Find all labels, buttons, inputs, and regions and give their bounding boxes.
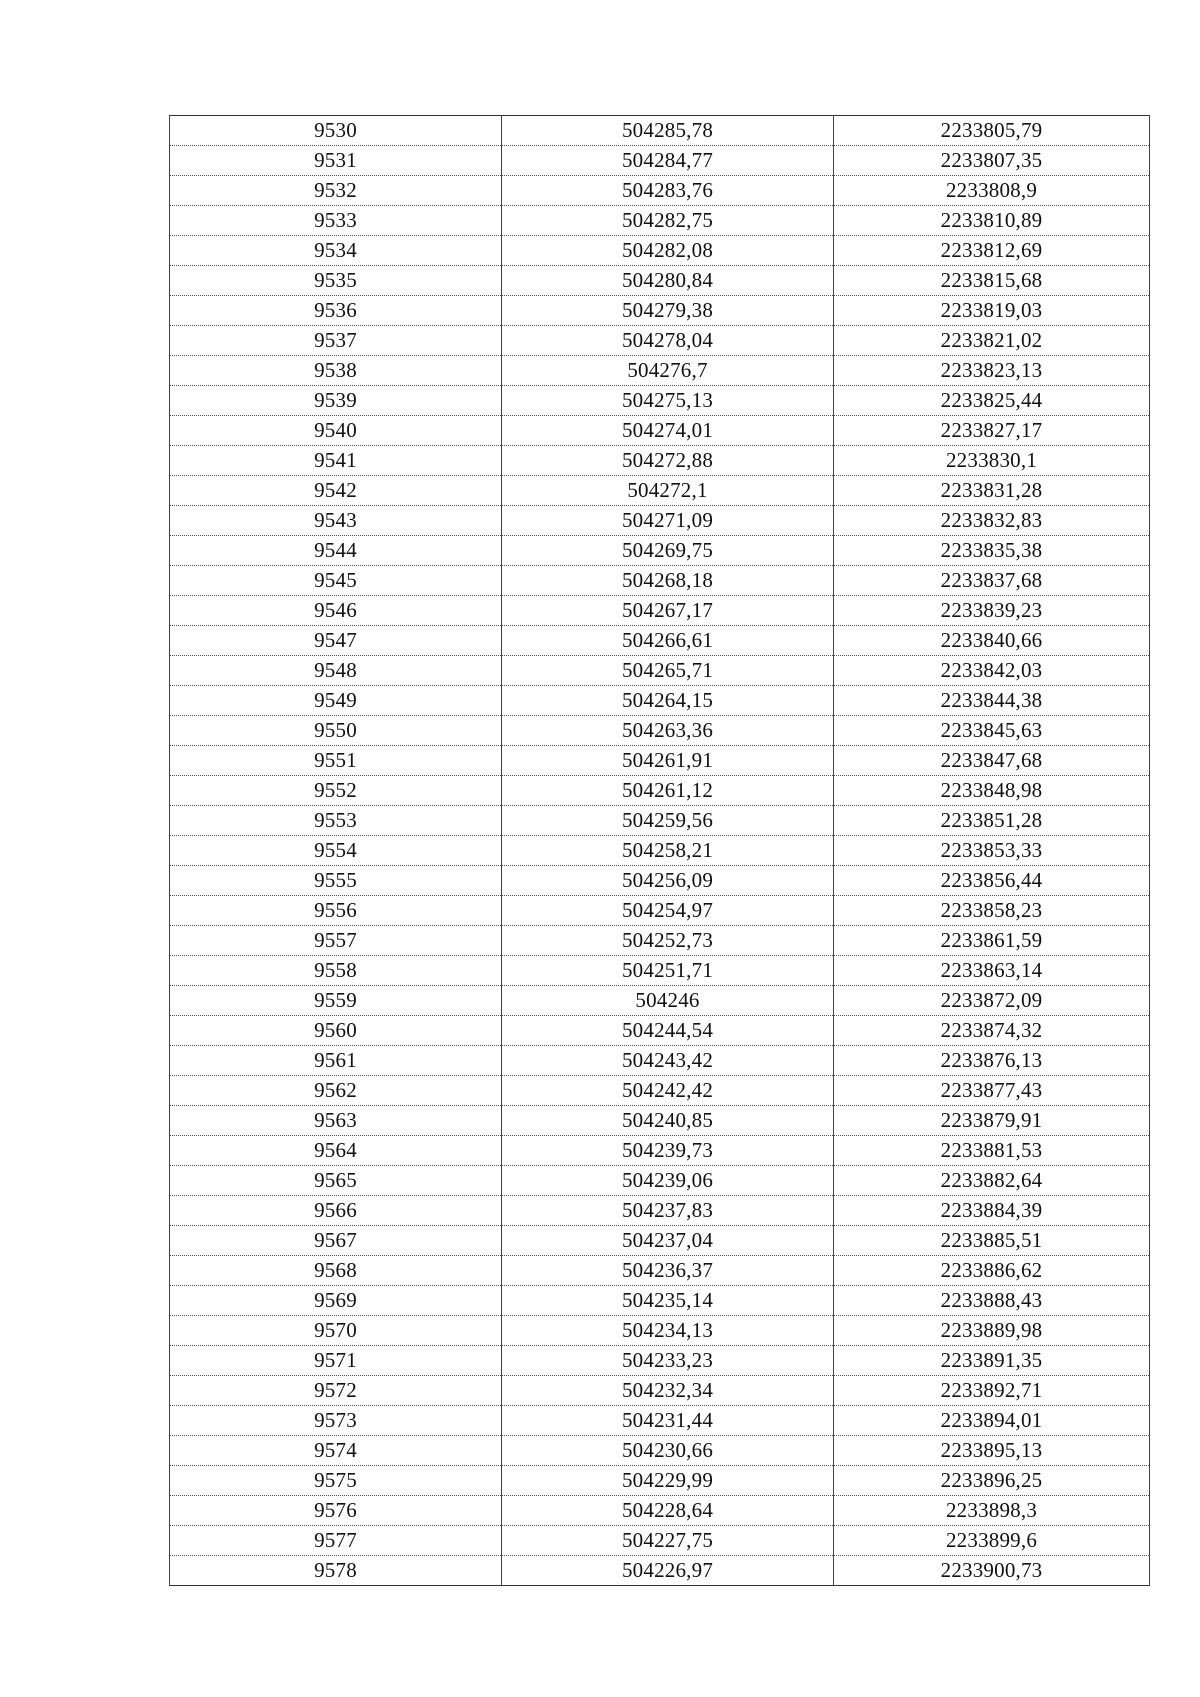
table-row: [170, 1226, 1150, 1256]
x-coordinate-cell: 504269,75: [502, 536, 834, 566]
x-coordinate-cell: 504265,71: [502, 656, 834, 686]
point-number-cell: 9540: [170, 416, 502, 446]
table-row: [170, 326, 1150, 356]
point-number-cell: 9562: [170, 1076, 502, 1106]
table-row: [170, 1496, 1150, 1526]
point-number-cell: 9559: [170, 986, 502, 1016]
table-row: [170, 716, 1150, 746]
y-coordinate-cell: 2233805,79: [834, 116, 1150, 146]
table-row: [170, 956, 1150, 986]
table-row: [170, 1136, 1150, 1166]
x-coordinate-cell: 504272,88: [502, 446, 834, 476]
y-coordinate-cell: 2233872,09: [834, 986, 1150, 1016]
point-number-cell: 9560: [170, 1016, 502, 1046]
point-number-cell: 9570: [170, 1316, 502, 1346]
x-coordinate-cell: 504274,01: [502, 416, 834, 446]
y-coordinate-cell: 2233825,44: [834, 386, 1150, 416]
x-coordinate-cell: 504235,14: [502, 1286, 834, 1316]
y-coordinate-cell: 2233807,35: [834, 146, 1150, 176]
table-row: [170, 1196, 1150, 1226]
table-row: [170, 1046, 1150, 1076]
x-coordinate-cell: 504252,73: [502, 926, 834, 956]
x-coordinate-cell: 504280,84: [502, 266, 834, 296]
x-coordinate-cell: 504229,99: [502, 1466, 834, 1496]
x-coordinate-cell: 504284,77: [502, 146, 834, 176]
y-coordinate-cell: 2233851,28: [834, 806, 1150, 836]
table-row: [170, 1526, 1150, 1556]
x-coordinate-cell: 504264,15: [502, 686, 834, 716]
x-coordinate-cell: 504243,42: [502, 1046, 834, 1076]
y-coordinate-cell: 2233895,13: [834, 1436, 1150, 1466]
point-number-cell: 9533: [170, 206, 502, 236]
point-number-cell: 9538: [170, 356, 502, 386]
y-coordinate-cell: 2233830,1: [834, 446, 1150, 476]
x-coordinate-cell: 504282,75: [502, 206, 834, 236]
table-row: [170, 686, 1150, 716]
y-coordinate-cell: 2233815,68: [834, 266, 1150, 296]
table-row: [170, 1466, 1150, 1496]
x-coordinate-cell: 504272,1: [502, 476, 834, 506]
table-row: [170, 926, 1150, 956]
y-coordinate-cell: 2233848,98: [834, 776, 1150, 806]
point-number-cell: 9571: [170, 1346, 502, 1376]
x-coordinate-cell: 504236,37: [502, 1256, 834, 1286]
y-coordinate-cell: 2233827,17: [834, 416, 1150, 446]
point-number-cell: 9542: [170, 476, 502, 506]
y-coordinate-cell: 2233885,51: [834, 1226, 1150, 1256]
x-coordinate-cell: 504268,18: [502, 566, 834, 596]
x-coordinate-cell: 504259,56: [502, 806, 834, 836]
table-row: [170, 1406, 1150, 1436]
y-coordinate-cell: 2233861,59: [834, 926, 1150, 956]
table-row: [170, 266, 1150, 296]
x-coordinate-cell: 504231,44: [502, 1406, 834, 1436]
x-coordinate-cell: 504261,12: [502, 776, 834, 806]
table-row: [170, 1346, 1150, 1376]
point-number-cell: 9555: [170, 866, 502, 896]
y-coordinate-cell: 2233847,68: [834, 746, 1150, 776]
table-row: [170, 1286, 1150, 1316]
point-number-cell: 9534: [170, 236, 502, 266]
point-number-cell: 9561: [170, 1046, 502, 1076]
table-row: [170, 626, 1150, 656]
x-coordinate-cell: 504227,75: [502, 1526, 834, 1556]
point-number-cell: 9550: [170, 716, 502, 746]
y-coordinate-cell: 2233810,89: [834, 206, 1150, 236]
x-coordinate-cell: 504271,09: [502, 506, 834, 536]
table-row: [170, 656, 1150, 686]
y-coordinate-cell: 2233874,32: [834, 1016, 1150, 1046]
table-row: [170, 836, 1150, 866]
table-row: [170, 476, 1150, 506]
table-row: [170, 206, 1150, 236]
point-number-cell: 9563: [170, 1106, 502, 1136]
table-row: [170, 746, 1150, 776]
x-coordinate-cell: 504285,78: [502, 116, 834, 146]
point-number-cell: 9564: [170, 1136, 502, 1166]
point-number-cell: 9574: [170, 1436, 502, 1466]
x-coordinate-cell: 504233,23: [502, 1346, 834, 1376]
table-row: [170, 146, 1150, 176]
x-coordinate-cell: 504234,13: [502, 1316, 834, 1346]
point-number-cell: 9569: [170, 1286, 502, 1316]
point-number-cell: 9576: [170, 1496, 502, 1526]
point-number-cell: 9566: [170, 1196, 502, 1226]
point-number-cell: 9543: [170, 506, 502, 536]
point-number-cell: 9535: [170, 266, 502, 296]
y-coordinate-cell: 2233877,43: [834, 1076, 1150, 1106]
table-row: [170, 176, 1150, 206]
table-row: [170, 566, 1150, 596]
point-number-cell: 9552: [170, 776, 502, 806]
y-coordinate-cell: 2233839,23: [834, 596, 1150, 626]
table-row: [170, 236, 1150, 266]
y-coordinate-cell: 2233853,33: [834, 836, 1150, 866]
y-coordinate-cell: 2233894,01: [834, 1406, 1150, 1436]
x-coordinate-cell: 504282,08: [502, 236, 834, 266]
x-coordinate-cell: 504251,71: [502, 956, 834, 986]
y-coordinate-cell: 2233898,3: [834, 1496, 1150, 1526]
y-coordinate-cell: 2233879,91: [834, 1106, 1150, 1136]
point-number-cell: 9556: [170, 896, 502, 926]
x-coordinate-cell: 504278,04: [502, 326, 834, 356]
y-coordinate-cell: 2233881,53: [834, 1136, 1150, 1166]
x-coordinate-cell: 504275,13: [502, 386, 834, 416]
point-number-cell: 9558: [170, 956, 502, 986]
y-coordinate-cell: 2233882,64: [834, 1166, 1150, 1196]
point-number-cell: 9530: [170, 116, 502, 146]
coordinates-table: [169, 115, 1150, 1586]
table-row: [170, 1436, 1150, 1466]
point-number-cell: 9531: [170, 146, 502, 176]
x-coordinate-cell: 504226,97: [502, 1556, 834, 1586]
point-number-cell: 9547: [170, 626, 502, 656]
y-coordinate-cell: 2233888,43: [834, 1286, 1150, 1316]
y-coordinate-cell: 2233900,73: [834, 1556, 1150, 1586]
x-coordinate-cell: 504239,06: [502, 1166, 834, 1196]
table-row: [170, 1316, 1150, 1346]
table-row: [170, 806, 1150, 836]
x-coordinate-cell: 504239,73: [502, 1136, 834, 1166]
table-row: [170, 356, 1150, 386]
y-coordinate-cell: 2233891,35: [834, 1346, 1150, 1376]
y-coordinate-cell: 2233835,38: [834, 536, 1150, 566]
x-coordinate-cell: 504232,34: [502, 1376, 834, 1406]
y-coordinate-cell: 2233863,14: [834, 956, 1150, 986]
point-number-cell: 9575: [170, 1466, 502, 1496]
table-row: [170, 1106, 1150, 1136]
coordinates-table-body: [170, 116, 1150, 1586]
x-coordinate-cell: 504283,76: [502, 176, 834, 206]
table-row: [170, 896, 1150, 926]
table-row: [170, 416, 1150, 446]
point-number-cell: 9551: [170, 746, 502, 776]
table-row: [170, 1556, 1150, 1586]
y-coordinate-cell: 2233808,9: [834, 176, 1150, 206]
y-coordinate-cell: 2233840,66: [834, 626, 1150, 656]
y-coordinate-cell: 2233821,02: [834, 326, 1150, 356]
point-number-cell: 9554: [170, 836, 502, 866]
point-number-cell: 9577: [170, 1526, 502, 1556]
y-coordinate-cell: 2233889,98: [834, 1316, 1150, 1346]
x-coordinate-cell: 504237,83: [502, 1196, 834, 1226]
y-coordinate-cell: 2233844,38: [834, 686, 1150, 716]
y-coordinate-cell: 2233823,13: [834, 356, 1150, 386]
y-coordinate-cell: 2233886,62: [834, 1256, 1150, 1286]
x-coordinate-cell: 504240,85: [502, 1106, 834, 1136]
x-coordinate-cell: 504263,36: [502, 716, 834, 746]
x-coordinate-cell: 504244,54: [502, 1016, 834, 1046]
point-number-cell: 9544: [170, 536, 502, 566]
x-coordinate-cell: 504254,97: [502, 896, 834, 926]
y-coordinate-cell: 2233842,03: [834, 656, 1150, 686]
x-coordinate-cell: 504228,64: [502, 1496, 834, 1526]
table-row: [170, 986, 1150, 1016]
x-coordinate-cell: 504267,17: [502, 596, 834, 626]
point-number-cell: 9557: [170, 926, 502, 956]
point-number-cell: 9553: [170, 806, 502, 836]
y-coordinate-cell: 2233819,03: [834, 296, 1150, 326]
x-coordinate-cell: 504242,42: [502, 1076, 834, 1106]
point-number-cell: 9567: [170, 1226, 502, 1256]
table-row: [170, 596, 1150, 626]
table-row: [170, 776, 1150, 806]
point-number-cell: 9536: [170, 296, 502, 326]
x-coordinate-cell: 504258,21: [502, 836, 834, 866]
table-row: [170, 1016, 1150, 1046]
point-number-cell: 9565: [170, 1166, 502, 1196]
x-coordinate-cell: 504279,38: [502, 296, 834, 326]
table-row: [170, 386, 1150, 416]
point-number-cell: 9573: [170, 1406, 502, 1436]
point-number-cell: 9568: [170, 1256, 502, 1286]
y-coordinate-cell: 2233831,28: [834, 476, 1150, 506]
point-number-cell: 9537: [170, 326, 502, 356]
y-coordinate-cell: 2233892,71: [834, 1376, 1150, 1406]
x-coordinate-cell: 504261,91: [502, 746, 834, 776]
table-row: [170, 536, 1150, 566]
table-row: [170, 506, 1150, 536]
y-coordinate-cell: 2233845,63: [834, 716, 1150, 746]
y-coordinate-cell: 2233832,83: [834, 506, 1150, 536]
point-number-cell: 9545: [170, 566, 502, 596]
y-coordinate-cell: 2233858,23: [834, 896, 1150, 926]
table-row: [170, 1256, 1150, 1286]
table-row: [170, 446, 1150, 476]
point-number-cell: 9549: [170, 686, 502, 716]
x-coordinate-cell: 504256,09: [502, 866, 834, 896]
y-coordinate-cell: 2233812,69: [834, 236, 1150, 266]
point-number-cell: 9532: [170, 176, 502, 206]
y-coordinate-cell: 2233899,6: [834, 1526, 1150, 1556]
table-row: [170, 296, 1150, 326]
y-coordinate-cell: 2233896,25: [834, 1466, 1150, 1496]
point-number-cell: 9572: [170, 1376, 502, 1406]
point-number-cell: 9548: [170, 656, 502, 686]
x-coordinate-cell: 504237,04: [502, 1226, 834, 1256]
table-row: [170, 866, 1150, 896]
y-coordinate-cell: 2233837,68: [834, 566, 1150, 596]
table-row: [170, 1166, 1150, 1196]
y-coordinate-cell: 2233876,13: [834, 1046, 1150, 1076]
point-number-cell: 9539: [170, 386, 502, 416]
table-row: [170, 1076, 1150, 1106]
point-number-cell: 9541: [170, 446, 502, 476]
table-row: [170, 116, 1150, 146]
y-coordinate-cell: 2233884,39: [834, 1196, 1150, 1226]
x-coordinate-cell: 504276,7: [502, 356, 834, 386]
point-number-cell: 9546: [170, 596, 502, 626]
table-row: [170, 1376, 1150, 1406]
x-coordinate-cell: 504246: [502, 986, 834, 1016]
point-number-cell: 9578: [170, 1556, 502, 1586]
x-coordinate-cell: 504230,66: [502, 1436, 834, 1466]
x-coordinate-cell: 504266,61: [502, 626, 834, 656]
y-coordinate-cell: 2233856,44: [834, 866, 1150, 896]
